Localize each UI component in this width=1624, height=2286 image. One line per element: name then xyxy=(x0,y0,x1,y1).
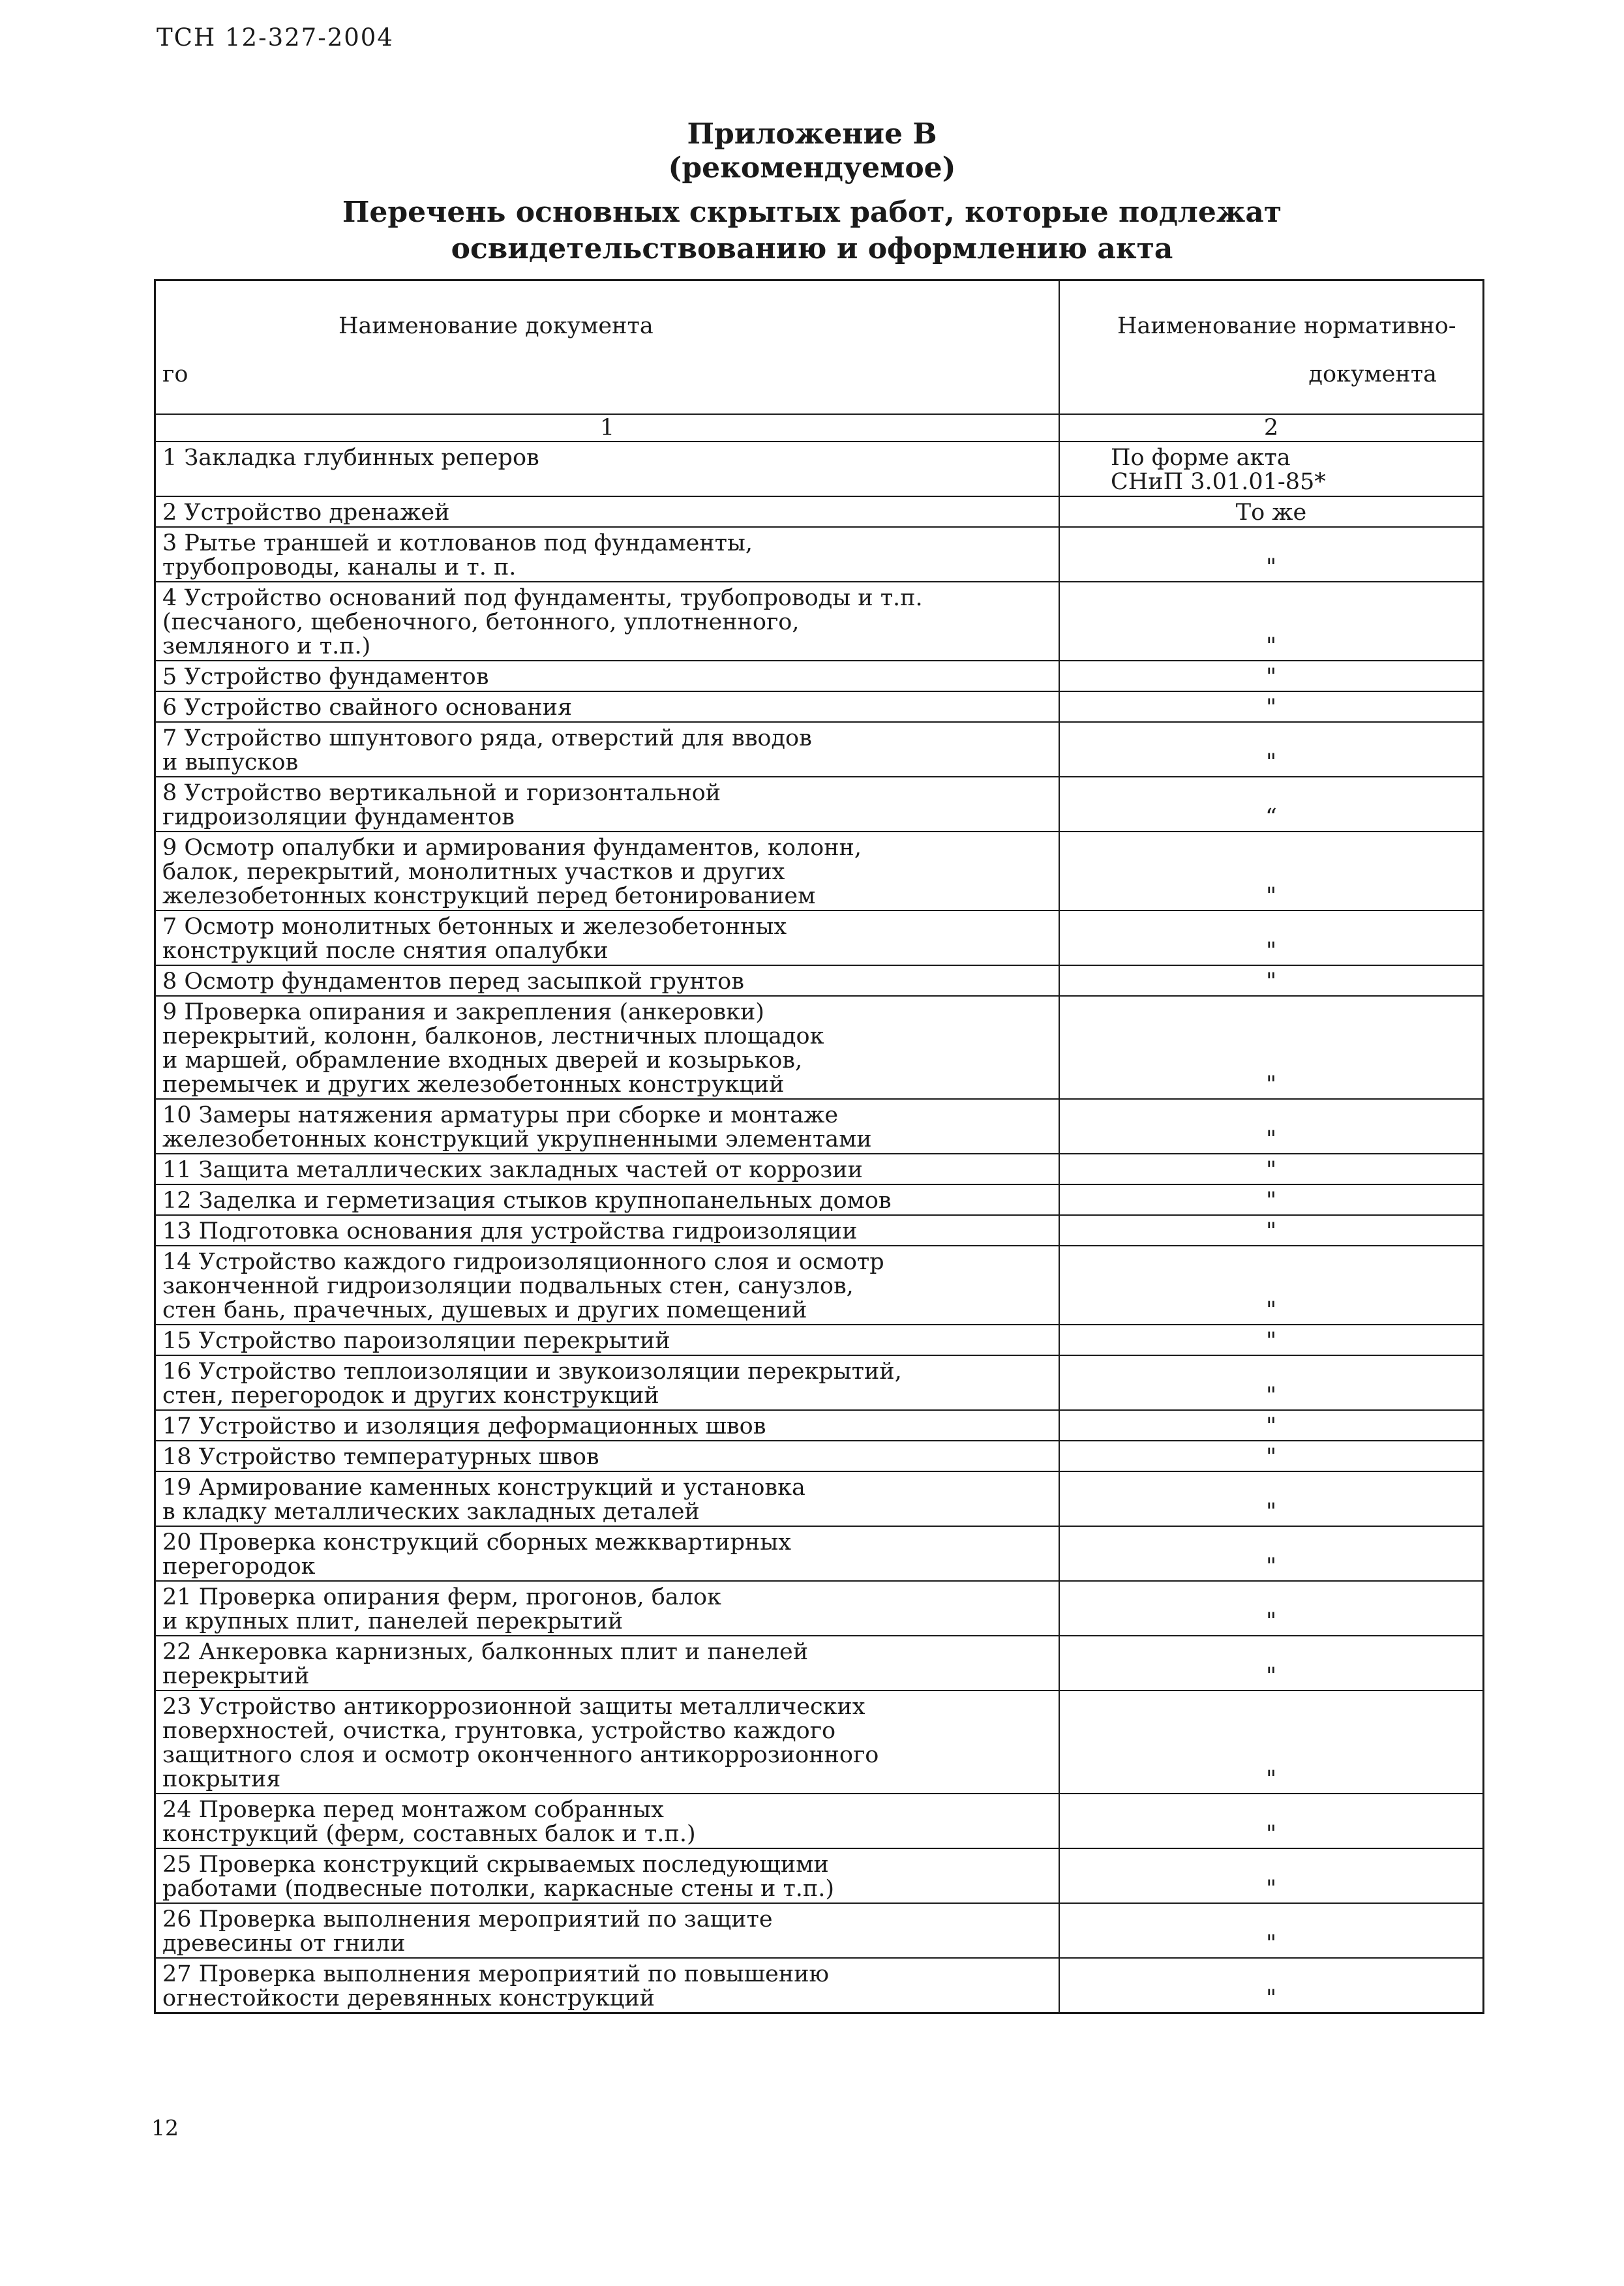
table-row xyxy=(155,496,1484,527)
column-number-row xyxy=(155,414,1484,442)
appendix-status: (рекомендуемое) xyxy=(668,151,956,185)
work-name-cell: 10 Замеры натяжения арматуры при сборке и монтаже железобетонных конструкций укрупненными элементами xyxy=(155,1099,1060,1154)
col1-header-line-2: го xyxy=(162,361,188,387)
work-name-cell: 14 Устройство каждого гидроизоляционного слоя и осмотр законченной гидроизоляции подвальных стен, санузлов, стен бань, прачечных, душевых и других помещений xyxy=(155,1246,1060,1325)
work-name-cell: 8 Осмотр фундаментов перед засыпкой грунтов xyxy=(155,965,1060,996)
work-name-cell: 11 Защита металлических закладных частей от коррозии xyxy=(155,1154,1060,1184)
document-code: ТСН 12-327-2004 xyxy=(157,23,394,52)
normative-doc-cell: " xyxy=(1059,527,1484,582)
table-row xyxy=(155,1958,1484,2013)
normative-doc-cell: " xyxy=(1059,1958,1484,2013)
normative-doc-cell: " xyxy=(1059,832,1484,910)
normative-doc-cell: " xyxy=(1059,1441,1484,1471)
work-name-cell: 13 Подготовка основания для устройства гидроизоляции xyxy=(155,1215,1060,1246)
normative-doc-cell: " xyxy=(1059,582,1484,661)
normative-doc-cell: " xyxy=(1059,1471,1484,1526)
work-name-cell: 9 Проверка опирания и закрепления (анкеровки) перекрытий, колонн, балконов, лестничных площадок и маршей, обрамление входных дверей и козырьков, перемычек и других железобетонных конструкций xyxy=(155,996,1060,1099)
table-row xyxy=(155,832,1484,910)
normative-doc-cell: " xyxy=(1059,1410,1484,1441)
table-row xyxy=(155,1410,1484,1441)
normative-doc-cell: " xyxy=(1059,722,1484,777)
table-row xyxy=(155,1581,1484,1636)
works-table xyxy=(154,279,1484,2014)
work-name-cell: 2 Устройство дренажей xyxy=(155,496,1060,527)
table-row xyxy=(155,1215,1484,1246)
table-row xyxy=(155,691,1484,722)
normative-doc-cell: " xyxy=(1059,1691,1484,1794)
normative-doc-cell: " xyxy=(1059,691,1484,722)
normative-doc-cell: " xyxy=(1059,1099,1484,1154)
col1-header-line-1: Наименование документа xyxy=(338,313,654,339)
table-row xyxy=(155,1636,1484,1691)
normative-doc-cell: " xyxy=(1059,1848,1484,1903)
normative-doc-cell: " xyxy=(1059,1184,1484,1215)
table-row xyxy=(155,1355,1484,1410)
normative-doc-cell: " xyxy=(1059,965,1484,996)
normative-doc-cell: " xyxy=(1059,1581,1484,1636)
work-name-cell: 16 Устройство теплоизоляции и звукоизоляции перекрытий, стен, перегородок и других конструкций xyxy=(155,1355,1060,1410)
work-name-cell: 12 Заделка и герметизация стыков крупнопанельных домов xyxy=(155,1184,1060,1215)
normative-doc-cell: " xyxy=(1059,1794,1484,1848)
normative-doc-cell: " xyxy=(1059,1636,1484,1691)
work-name-cell: 27 Проверка выполнения мероприятий по повышению огнестойкости деревянных конструкций xyxy=(155,1958,1060,2013)
table-row xyxy=(155,1526,1484,1581)
work-name-cell: 8 Устройство вертикальной и горизонтальной гидроизоляции фундаментов xyxy=(155,777,1060,832)
work-name-cell: 21 Проверка опирания ферм, прогонов, балок и крупных плит, панелей перекрытий xyxy=(155,1581,1060,1636)
list-title-line-1: Перечень основных скрытых работ, которые подлежат xyxy=(342,196,1282,229)
normative-doc-cell: " xyxy=(1059,1325,1484,1355)
work-name-cell: 17 Устройство и изоляция деформационных швов xyxy=(155,1410,1060,1441)
normative-doc-cell: " xyxy=(1059,910,1484,965)
table-row xyxy=(155,1184,1484,1215)
table-row xyxy=(155,1691,1484,1794)
work-name-cell: 24 Проверка перед монтажом собранных конструкций (ферм, составных балок и т.п.) xyxy=(155,1794,1060,1848)
normative-doc-cell: " xyxy=(1059,1154,1484,1184)
normative-doc-cell: " xyxy=(1059,1903,1484,1958)
work-name-cell: 15 Устройство пароизоляции перекрытий xyxy=(155,1325,1060,1355)
table-row xyxy=(155,1848,1484,1903)
normative-doc-cell: " xyxy=(1059,996,1484,1099)
table-row xyxy=(155,1246,1484,1325)
work-name-cell: 6 Устройство свайного основания xyxy=(155,691,1060,722)
normative-doc-cell: " xyxy=(1059,661,1484,691)
table-row xyxy=(155,1794,1484,1848)
work-name-cell: 1 Закладка глубинных реперов xyxy=(155,442,1060,496)
work-name-cell: 26 Проверка выполнения мероприятий по защите древесины от гнили xyxy=(155,1903,1060,1958)
normative-doc-cell: " xyxy=(1059,1355,1484,1410)
hidden-works-table xyxy=(154,279,1484,2014)
table-row xyxy=(155,1154,1484,1184)
table-row xyxy=(155,965,1484,996)
table-row xyxy=(155,1325,1484,1355)
table-row xyxy=(155,1471,1484,1526)
work-name-cell: 23 Устройство антикоррозионной защиты металлических поверхностей, очистка, грунтовка, устройство каждого защитного слоя и осмотр оконченного антикоррозионного покрытия xyxy=(155,1691,1060,1794)
table-row xyxy=(155,1099,1484,1154)
table-row xyxy=(155,442,1484,496)
table-row xyxy=(155,910,1484,965)
work-name-cell: 4 Устройство оснований под фундаменты, трубопроводы и т.п. (песчаного, щебеночного, бетонного, уплотненного, земляного и т.п.) xyxy=(155,582,1060,661)
list-title-line-2: освидетельствованию и оформлению акта xyxy=(451,232,1173,265)
page-number: 12 xyxy=(151,2115,179,2141)
work-name-cell: 7 Устройство шпунтового ряда, отверстий для вводов и выпусков xyxy=(155,722,1060,777)
col1-number: 1 xyxy=(155,414,1060,442)
work-name-cell: 5 Устройство фундаментов xyxy=(155,661,1060,691)
normative-doc-cell: " xyxy=(1059,1526,1484,1581)
appendix-title: Приложение В xyxy=(687,117,937,151)
col1-header xyxy=(155,280,1060,415)
table-row xyxy=(155,527,1484,582)
table-row xyxy=(155,777,1484,832)
work-name-cell: 7 Осмотр монолитных бетонных и железобетонных конструкций после снятия опалубки xyxy=(155,910,1060,965)
work-name-cell: 3 Рытье траншей и котлованов под фундаменты, трубопроводы, каналы и т. п. xyxy=(155,527,1060,582)
table-row xyxy=(155,996,1484,1099)
normative-doc-cell: То же xyxy=(1059,496,1484,527)
table-row xyxy=(155,722,1484,777)
table-row xyxy=(155,1441,1484,1471)
col2-number: 2 xyxy=(1059,414,1484,442)
normative-doc-cell: По форме акта СНиП 3.01.01-85* xyxy=(1059,442,1484,496)
normative-doc-cell: " xyxy=(1059,1215,1484,1246)
table-row xyxy=(155,1903,1484,1958)
normative-doc-cell: “ xyxy=(1059,777,1484,832)
col2-header-line-1: Наименование нормативно- xyxy=(1117,313,1456,339)
table-row xyxy=(155,582,1484,661)
table-row xyxy=(155,661,1484,691)
work-name-cell: 19 Армирование каменных конструкций и установка в кладку металлических закладных деталей xyxy=(155,1471,1060,1526)
col2-header-line-2: документа xyxy=(1308,361,1437,387)
table-header-row xyxy=(155,280,1484,415)
normative-doc-cell: " xyxy=(1059,1246,1484,1325)
work-name-cell: 18 Устройство температурных швов xyxy=(155,1441,1060,1471)
work-name-cell: 20 Проверка конструкций сборных межквартирных перегородок xyxy=(155,1526,1060,1581)
work-name-cell: 9 Осмотр опалубки и армирования фундаментов, колонн, балок, перекрытий, монолитных участков и других железобетонных конструкций перед бетонированием xyxy=(155,832,1060,910)
work-name-cell: 25 Проверка конструкций скрываемых последующими работами (подвесные потолки, каркасные стены и т.п.) xyxy=(155,1848,1060,1903)
col2-header xyxy=(1059,280,1484,415)
work-name-cell: 22 Анкеровка карнизных, балконных плит и панелей перекрытий xyxy=(155,1636,1060,1691)
